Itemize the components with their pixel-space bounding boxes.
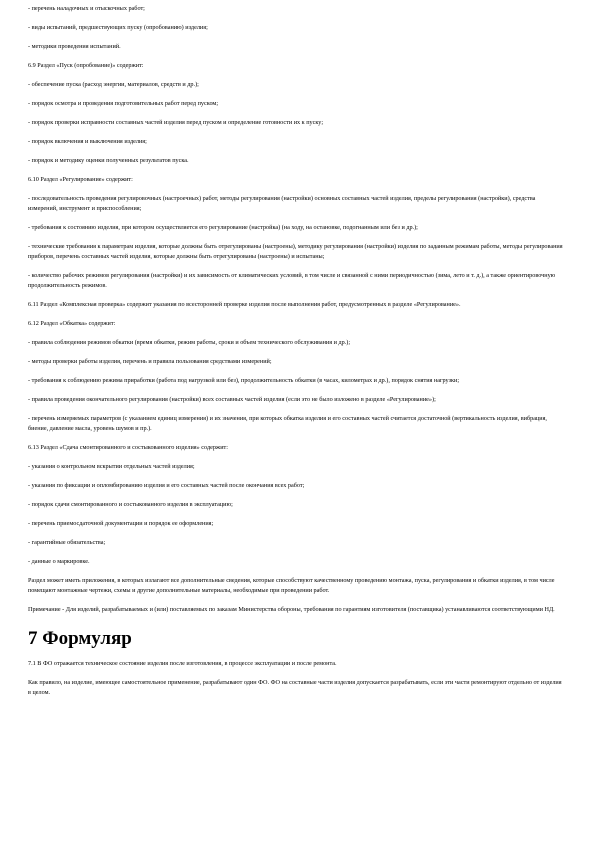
list-item: - указания по фиксации и опломбированию изделия и его составных частей после окончания всех работ; xyxy=(28,482,305,489)
list-item: - последовательность проведения регулировочных (настроечных) работ, методы регулирования (настройки) основных составных частей изделия, пределы регулирования (настройки), средства измерений, инструмент и приспособления; xyxy=(28,195,536,212)
subsection-heading: 6.11 Раздел «Комплексная проверка» содержит указания по всесторонней проверке изделия после выполнения работ, предусмотренных в разделе «Регулирование». xyxy=(28,301,461,308)
list-item: - требования к соблюдению режима приработки (работа под нагрузкой или без), продолжительность обкатки (в часах, километрах и др.), порядок снятия нагрузки; xyxy=(28,377,460,384)
list-item: - порядок сдачи смонтированного и состыкованного изделия в эксплуатацию; xyxy=(28,501,233,508)
subsection-heading: 6.13 Раздел «Сдача смонтированного и состыкованного изделия» содержит: xyxy=(28,444,228,451)
subsection-heading: 6.12 Раздел «Обкатка» содержит: xyxy=(28,320,116,327)
list-item: - количество рабочих режимов регулирования (настройки) и их зависимость от климатических условий, в том числе и связанной с ними периодичностью (зима, лето и т. д.), а также ориентировочную продолжительность режимов. xyxy=(28,272,556,289)
list-item: - порядок включения и выключения изделия; xyxy=(28,138,147,145)
list-item: - перечень измеряемых параметров (с указанием единиц измерения) и их значения, при которых обкатка изделия и его составных частей считается достаточной (вертикальность изделия, вибрация, биение, давление масла, уровень шумов и пр.). xyxy=(28,415,547,432)
list-item: - правила проведения окончательного регулирования (настройки) всех составных частей изделия (если это не было изложено в разделе «Регулирование»); xyxy=(28,396,436,403)
list-item: - виды испытаний, предшествующих пуску (опробованию) изделия; xyxy=(28,24,208,31)
list-item: - порядок проверки исправности составных частей изделия перед пуском и определение готовности их к пуску; xyxy=(28,119,324,126)
list-item: - правила соблюдения режимов обкатки (время обкатки, режим работы, сроки и объем технического обслуживания и др.); xyxy=(28,339,351,346)
list-item: - указания о контрольном вскрытии отдельных частей изделия; xyxy=(28,463,195,470)
note-paragraph: Примечание - Для изделий, разрабатываемых и (или) поставляемых по заказам Министерства обороны, требования по гарантиям изготовителя (поставщика) устанавливаются соответствующими НД. xyxy=(28,606,555,613)
list-item: - методы проверки работы изделия, перечень и правила пользования средствами измерений; xyxy=(28,358,272,365)
section-heading: 7 Формуляр xyxy=(28,628,132,649)
list-item: - порядок осмотра и проведения подготовительных работ перед пуском; xyxy=(28,100,219,107)
body-paragraph: Как правило, на изделие, имеющее самостоятельное применение, разрабатывают один ФО. ФО на составные части изделия допускается разрабатывать, если эти части ремонтируют отдельно от изделия в целом. xyxy=(28,679,562,696)
section-6-body xyxy=(28,4,565,615)
body-paragraph: Раздел может иметь приложения, в которых излагают все дополнительные сведения, которые способствуют качественному проведению монтажа, пуска, регулирования и обкатки изделия, в том числе помещают монтажные чертежи, схемы и другие дополнительные материалы, необходимые при проведении работ. xyxy=(28,577,555,594)
section-7-body xyxy=(28,659,565,698)
subsection-heading: 6.10 Раздел «Регулирование» содержит: xyxy=(28,176,133,183)
subsection-heading: 6.9 Раздел «Пуск (опробование)» содержит: xyxy=(28,62,144,69)
list-item: - данные о маркировке. xyxy=(28,558,90,565)
list-item: - методики проведения испытаний. xyxy=(28,43,121,50)
body-paragraph: 7.1 В ФО отражается техническое состояние изделия после изготовления, в процессе эксплуатации и после ремонта. xyxy=(28,660,337,667)
list-item: - перечень приемосдаточной документации и порядок ее оформления; xyxy=(28,520,214,527)
list-item: - гарантийные обязательства; xyxy=(28,539,106,546)
list-item: - технические требования к параметрам изделия, которые должны быть отрегулированы (настроены), методику регулирования (настройки) изделия по заданным режимам работы, методы регулирования приборов, перечень составных частей изделия, которые должны быть отрегулированы (настроены) и испытаны; xyxy=(28,243,563,260)
list-item: - требования к состоянию изделия, при котором осуществляется его регулирование (настройка) (на ходу, на остановке, подогнанным или без и др.); xyxy=(28,224,418,231)
list-item: - обеспечение пуска (расход энергии, материалов, средств и др.); xyxy=(28,81,199,88)
list-item: - порядок и методику оценки полученных результатов пуска. xyxy=(28,157,189,164)
list-item: - перечень наладочных и отыскочных работ; xyxy=(28,5,145,12)
